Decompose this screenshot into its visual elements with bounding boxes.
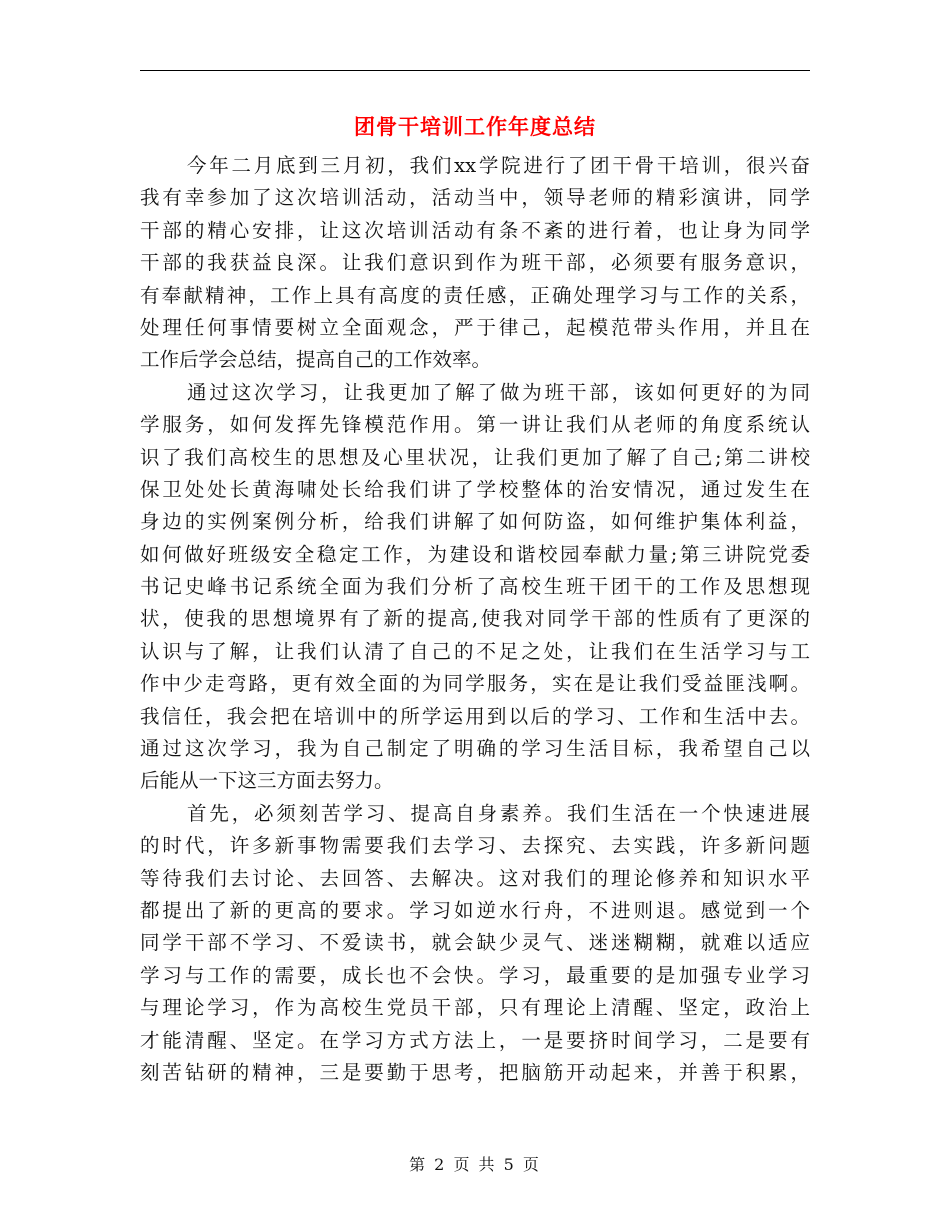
text-line: 刻苦钻研的精神，三是要勤于思考，把脑筋开动起来，并善于积累， xyxy=(140,1060,810,1084)
text-line: 工作后学会总结，提高自己的工作效率。 xyxy=(140,348,492,372)
text-line: 干部的精心安排，让这次培训活动有条不紊的进行着，也让身为同学 xyxy=(140,218,810,242)
text-line: 身边的实例案例分析，给我们讲解了如何防盗，如何维护集体利益， xyxy=(140,510,810,534)
text-line: 保卫处处长黄海啸处长给我们讲了学校整体的治安情况，通过发生在 xyxy=(140,477,810,501)
paragraph-1 xyxy=(140,150,810,377)
text-line: 等待我们去讨论、去回答、去解决。这对我们的理论修养和知识水平 xyxy=(140,866,810,890)
text-line: 后能从一下这三方面去努力。 xyxy=(140,769,394,793)
text-line: 认识与了解，让我们认清了自己的不足之处，让我们在生活学习与工 xyxy=(140,639,810,663)
text-line: 今年二月底到三月初，我们xx学院进行了团干骨干培训，很兴奋 xyxy=(187,154,810,177)
document-title: 团骨干培训工作年度总结 xyxy=(354,115,596,139)
text-line: 通过这次学习，我为自己制定了明确的学习生活目标，我希望自己以 xyxy=(140,737,810,761)
text-line: 通过这次学习，让我更加了解了做为班干部，该如何更好的为同 xyxy=(187,380,810,404)
text-line: 首先，必须刻苦学习、提高自身素养。我们生活在一个快速进展 xyxy=(187,801,810,825)
text-line: 同学干部不学习、不爱读书，就会缺少灵气、迷迷糊糊，就难以适应 xyxy=(140,931,810,955)
text-line: 与理论学习，作为高校生党员干部，只有理论上清醒、坚定，政治上 xyxy=(140,996,810,1020)
paragraph-3 xyxy=(140,798,810,1090)
text-line: 作中少走弯路，更有效全面的为同学服务，实在是让我们受益匪浅啊。 xyxy=(140,672,810,696)
text-line: 有奉献精神，工作上具有高度的责任感，正确处理学习与工作的关系， xyxy=(140,283,810,307)
text-line: 处理任何事情要树立全面观念，严于律己，起模范带头作用，并且在 xyxy=(140,315,810,339)
text-line: 识了我们高校生的思想及心里状况，让我们更加了解了自己;第二讲校 xyxy=(140,445,810,469)
text-line: 状，使我的思想境界有了新的提高,使我对同学干部的性质有了更深的 xyxy=(140,607,810,631)
text-line: 的时代，许多新事物需要我们去学习、去探究、去实践，许多新问题 xyxy=(140,834,810,858)
text-line: 才能清醒、坚定。在学习方式方法上，一是要挤时间学习，二是要有 xyxy=(140,1028,810,1052)
text-line: 我有幸参加了这次培训活动，活动当中，领导老师的精彩演讲，同学 xyxy=(140,186,810,210)
text-line: 如何做好班级安全稳定工作，为建设和谐校园奉献力量;第三讲院党委 xyxy=(140,542,810,566)
text-line: 学服务，如何发挥先锋模范作用。第一讲让我们从老师的角度系统认 xyxy=(140,413,810,437)
text-line: 书记史峰书记系统全面为我们分析了高校生班干团干的工作及思想现 xyxy=(140,575,810,599)
text-line: 我信任，我会把在培训中的所学运用到以后的学习、工作和生活中去。 xyxy=(140,704,810,728)
document-body xyxy=(140,150,810,1089)
page-footer: 第 2 页 共 5 页 xyxy=(409,1155,541,1174)
paragraph-2 xyxy=(140,377,810,798)
text-line: 学习与工作的需要，成长也不会快。学习，最重要的是加强专业学习 xyxy=(140,963,810,987)
header-rule xyxy=(140,70,810,71)
text-line: 都提出了新的更高的要求。学习如逆水行舟，不进则退。感觉到一个 xyxy=(140,898,810,922)
text-line: 干部的我获益良深。让我们意识到作为班干部，必须要有服务意识， xyxy=(140,251,810,275)
